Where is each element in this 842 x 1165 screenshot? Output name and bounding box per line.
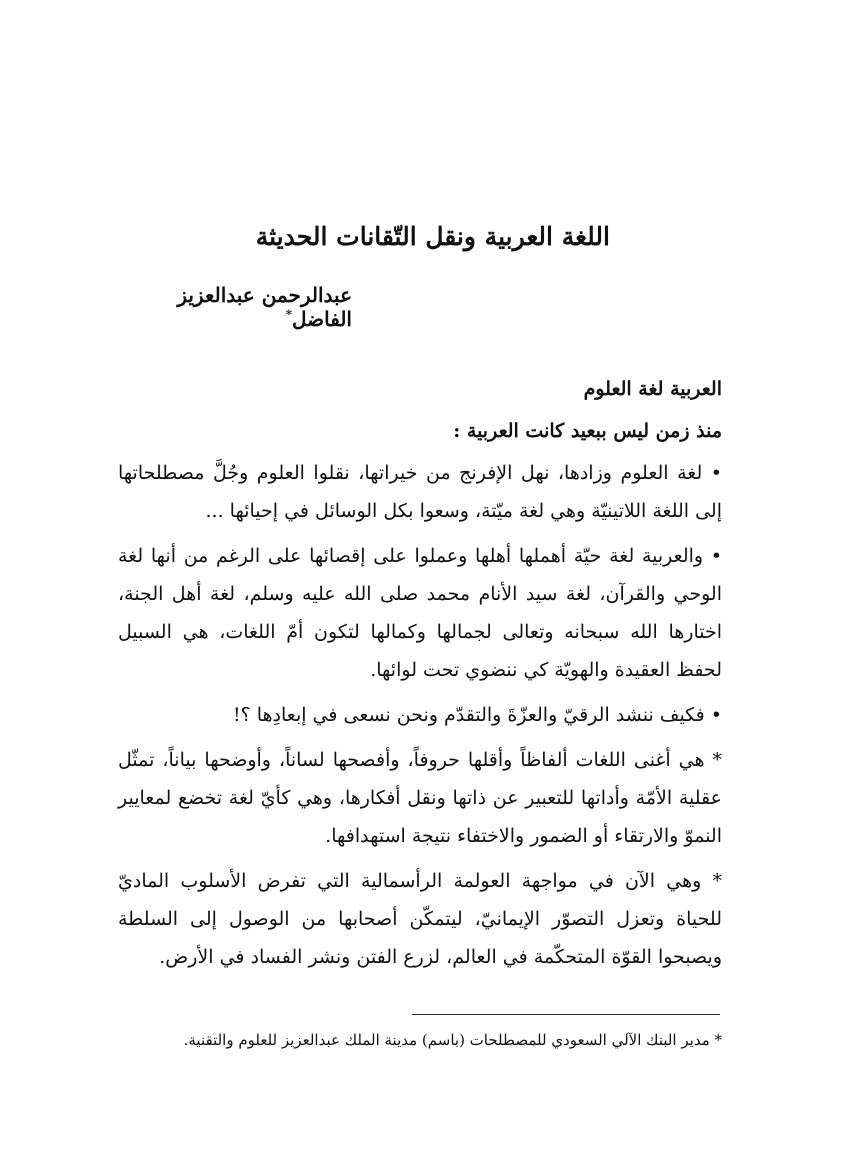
footnote: * مدير البنك الآلي السعودي للمصطلحات (باسم) مدينة الملك عبدالعزيز للعلوم والتقنية. (183, 1031, 722, 1049)
paragraph: * وهي الآن في مواجهة العولمة الرأسمالية التي تفرض الأسلوب الماديّ للحياة وتعزل التصوّر الإيمانيّ، ليتمكّن أصحابها من الوصول إلى السلطة ويصبحوا القوّة المتحكّمة في العالم، لزرع الفتن ونشر الفساد في الأرض. (118, 870, 722, 968)
paragraph: • فكيف ننشد الرقيّ والعزّةَ والتقدّم ونحن نسعى في إبعادِها ؟! (232, 704, 722, 726)
paragraph: * هي أغنى اللغات ألفاظاً وأقلها حروفاً، وأفصحها لساناً، وأوضحها بياناً، تمثّل عقلية الأمّة وأداتها للتعبير عن ذاتها ونقل أفكارها، وهي كأيّ لغة تخضع لمعايير النموّ والارتقاء أو الضمور والاختفاء نتيجة استهدافها. (118, 749, 722, 847)
paragraph: • والعربية لغة حيّة أهملها أهلها وعملوا على إقصائها على الرغم من أنها لغة الوحي والقرآن، لغة سيد الأنام محمد صلى الله عليه وسلم، لغة أهل الجنة، اختارها الله سبحانه وتعالى لجمالها وكمالها لتكون أمّ اللغات، هي السبيل لحفظ العقيدة والهويّة كي ننضوي تحت لوائها. (118, 545, 722, 681)
footnote-divider (412, 1014, 720, 1015)
paragraph: • لغة العلوم وزادها، نهل الإفرنج من خيراتها، نقلوا العلوم وجُلَّ مصطلحاتها إلى اللغة اللاتينيّة وهي لغة ميّتة، وسعوا بكل الوسائل في إحيائها ... (118, 462, 722, 522)
author-name: عبدالرحمن عبدالعزيز الفاضل (177, 283, 352, 331)
section-heading: العربية لغة العلوم (583, 378, 722, 400)
article-title: اللغة العربية ونقل التّقانات الحديثة (255, 222, 610, 251)
author-footnote-marker: * (285, 307, 292, 322)
intro-line: منذ زمن ليس ببعيد كانت العربية : (453, 420, 722, 442)
author-line (120, 283, 352, 331)
article-body (118, 370, 722, 983)
